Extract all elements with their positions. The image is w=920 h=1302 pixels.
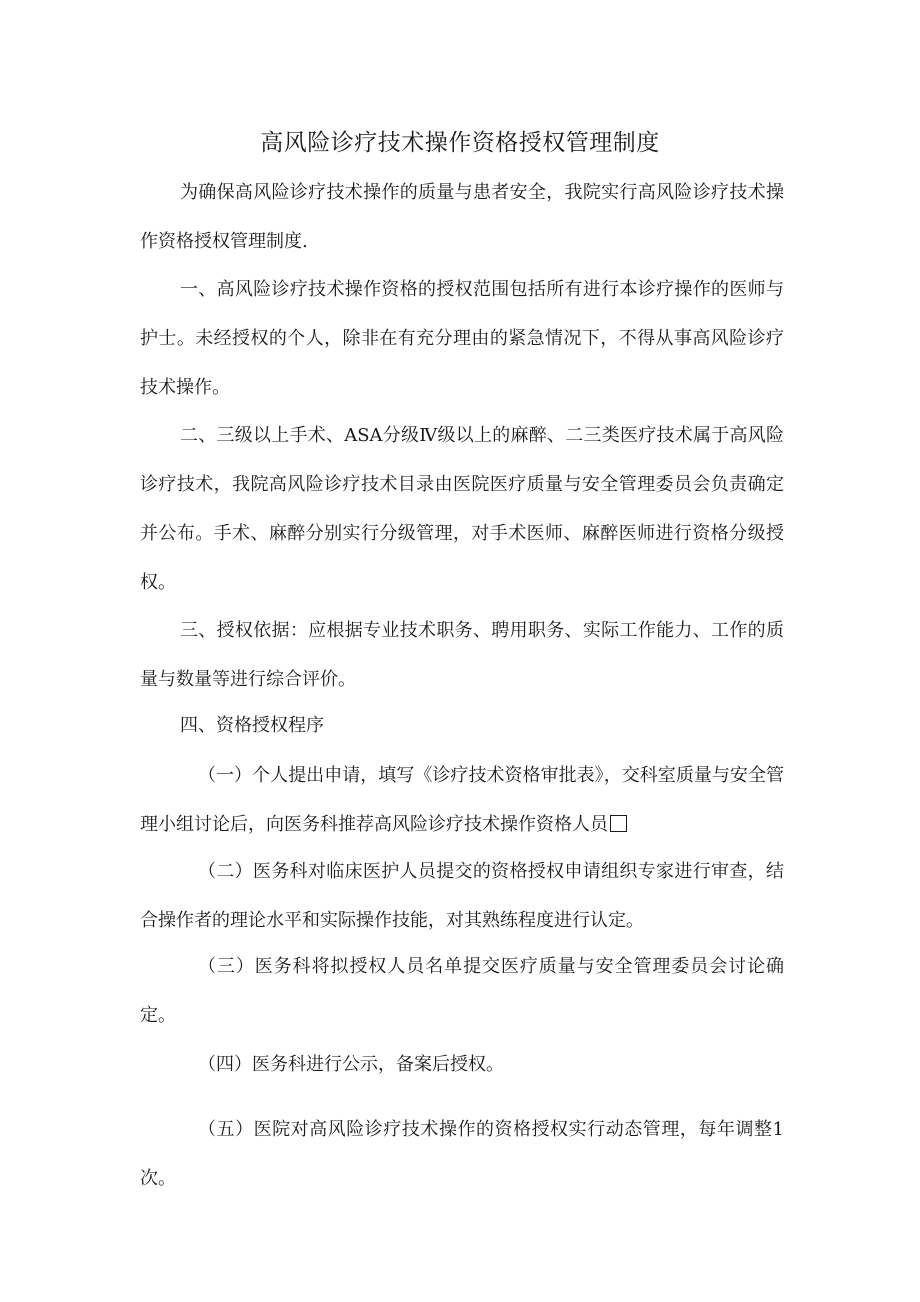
document-title: 高风险诊疗技术操作资格授权管理制度 — [260, 130, 660, 156]
section-4-heading: 四、资格授权程序 — [180, 715, 324, 736]
step-4-paragraph: （四）医务科进行公示，备案后授权。 — [198, 1054, 504, 1075]
missing-glyph-box-icon — [610, 815, 627, 832]
section-1-paragraph: 一、高风险诊疗技术操作资格的授权范围包括所有进行本诊疗操作的医师与护士。未经授权的个人，除非在有充分理由的紧急情况下，不得从事高风险诊疗技术操作。 — [140, 279, 784, 398]
intro-paragraph: 为确保高风险诊疗技术操作的质量与患者安全，我院实行高风险诊疗技术操作资格授权管理制度. — [140, 182, 784, 252]
step-3-paragraph: （三）医务科将拟授权人员名单提交医疗质量与安全管理委员会讨论确定。 — [140, 956, 784, 1026]
step-1-paragraph — [140, 751, 784, 849]
step-1-text: （一）个人提出申请，填写《诊疗技术资格审批表》，交科室质量与安全管理小组讨论后，向医务科推荐高风险诊疗技术操作资格人员 — [140, 765, 784, 835]
section-2-paragraph: 二、三级以上手术、ASA分级Ⅳ级以上的麻醉、二三类医疗技术属于高风险诊疗技术，我院高风险诊疗技术目录由医院医疗质量与安全管理委员会负责确定并公布。手术、麻醉分别实行分级管理，对手术医师、麻醉医师进行资格分级授权。 — [140, 425, 784, 593]
section-3-paragraph: 三、授权依据：应根据专业技术职务、聘用职务、实际工作能力、工作的质量与数量等进行综合评价。 — [140, 620, 784, 690]
step-2-paragraph: （二）医务科对临床医护人员提交的资格授权申请组织专家进行审查，结合操作者的理论水平和实际操作技能，对其熟练程度进行认定。 — [140, 861, 784, 931]
step-5-paragraph: （五）医院对高风险诊疗技术操作的资格授权实行动态管理，每年调整1次。 — [140, 1119, 784, 1189]
